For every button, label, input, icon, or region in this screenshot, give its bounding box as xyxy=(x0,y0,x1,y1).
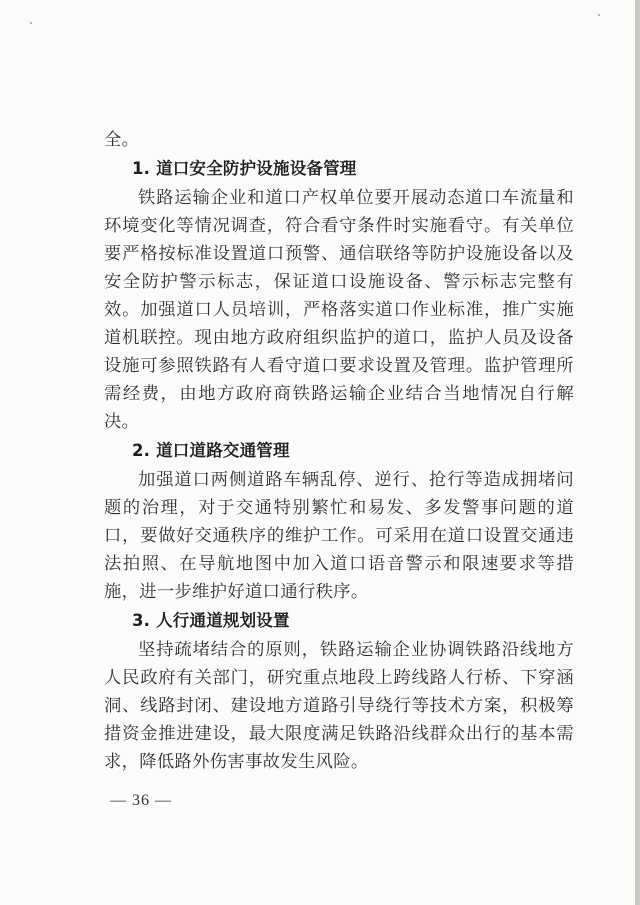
section-heading-3: 3. 人行通道规划设置 xyxy=(132,611,290,630)
section-paragraph-2: 加强道口两侧道路车辆乱停、逆行、抢行等造成拥堵问题的治理，对于交通特别繁忙和易发、多发警事问题的道口，要做好交通秩序的维护工作。可采用在道口设置交通违法拍照、在导航地图中加入道口语音警示和限速要求等措施，进一步维护好道口通行秩序。 xyxy=(104,470,574,602)
section-paragraph-1: 铁路运输企业和道口产权单位要开展动态道口车流量和环境变化等情况调查，符合看守条件时实施看守。有关单位要严格按标准设置道口预警、通信联络等防护设施设备以及安全防护警示标志，保证道口设施设备、警示标志完整有效。加强道口人员培训，严格落实道口作业标准，推广实施道机联控。现由地方政府组织监护的道口，监护人员及设备设施可参照铁路有人看守道口要求设置及管理。监护管理所需经费，由地方政府商铁路运输企业结合当地情况自行解决。 xyxy=(104,188,574,432)
section-heading-2: 2. 道口道路交通管理 xyxy=(132,441,290,460)
scan-speck xyxy=(598,14,600,16)
page-number: — 36 — xyxy=(110,792,172,809)
section-paragraph-3: 坚持疏堵结合的原则，铁路运输企业协调铁路沿线地方人民政府有关部门，研究重点地段上跨线路人行桥、下穿涵洞、线路封闭、建设地方道路引导绕行等技术方案，积极筹措资金推进建设，最大限度满足铁路沿线群众出行的基本需求，降低路外伤害事故发生风险。 xyxy=(104,640,574,772)
page-edge-shadow xyxy=(635,0,640,905)
body-text xyxy=(104,126,574,776)
scan-speck xyxy=(30,22,32,24)
continuation-text: 全。 xyxy=(104,130,140,150)
section-heading-1: 1. 道口安全防护设施设备管理 xyxy=(132,159,357,178)
